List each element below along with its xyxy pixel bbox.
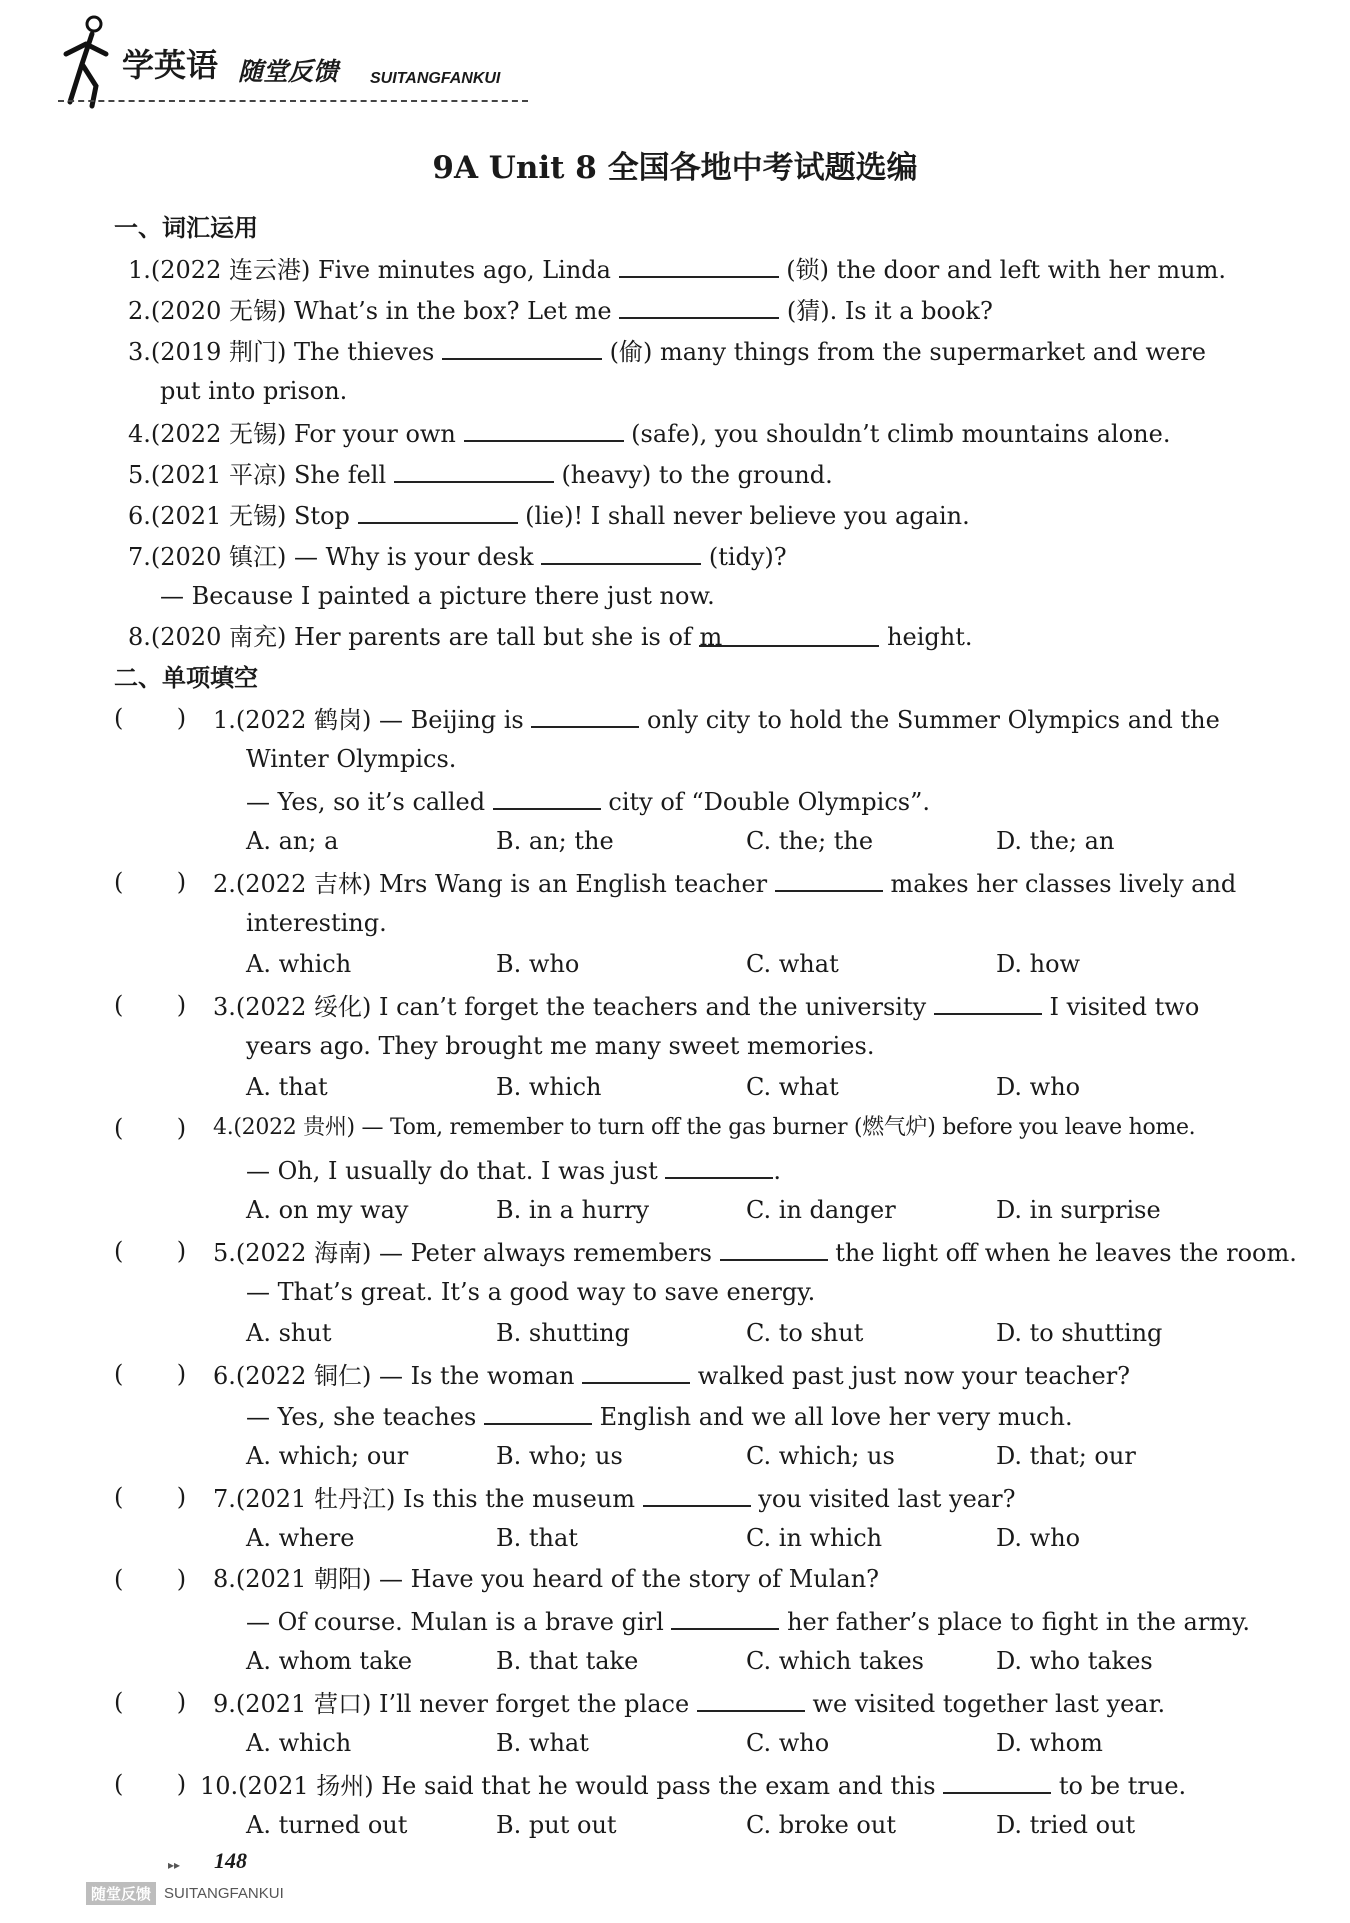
mc-question: 1.(2022 鹤岗) — Beijing is only city to hold the Summer Olympics and the: [213, 698, 1220, 740]
answer-blank: [665, 1149, 773, 1179]
answer-blank[interactable]: [442, 330, 602, 360]
option-d[interactable]: D. who: [996, 1073, 1081, 1101]
option-c[interactable]: C. what: [746, 1073, 839, 1101]
dialogue-line: — Yes, so it’s called city of “Double Olympics”.: [246, 780, 930, 822]
answer-blank: [671, 1600, 779, 1630]
option-d[interactable]: D. tried out: [996, 1811, 1136, 1839]
dialogue-line: — Oh, I usually do that. I was just .: [246, 1149, 781, 1191]
question-continuation: years ago. They brought me many sweet memories.: [246, 1032, 875, 1060]
option-a[interactable]: A. where: [246, 1524, 355, 1552]
vocab-item: 6.(2021 无锡) Stop (lie)! I shall never believe you again.: [128, 494, 970, 536]
option-b[interactable]: B. shutting: [496, 1319, 630, 1347]
answer-blank[interactable]: [464, 412, 624, 442]
vocab-item: 5.(2021 平凉) She fell (heavy) to the ground.: [128, 453, 833, 495]
answer-paren[interactable]: ( ): [114, 991, 187, 1019]
header-brand: 学英语: [122, 46, 219, 84]
option-c[interactable]: C. in which: [746, 1524, 883, 1552]
answer-paren[interactable]: ( ): [114, 1565, 187, 1593]
option-d[interactable]: D. to shutting: [996, 1319, 1163, 1347]
answer-blank: [484, 1395, 592, 1425]
option-b[interactable]: B. what: [496, 1729, 589, 1757]
footer-latin: SUITANGFANKUI: [164, 1885, 284, 1902]
option-a[interactable]: A. turned out: [246, 1811, 408, 1839]
answer-blank: [720, 1231, 828, 1261]
answer-blank: [934, 985, 1042, 1015]
answer-blank: [493, 780, 601, 810]
answer-blank[interactable]: [619, 289, 779, 319]
header-sub: 随堂反馈: [238, 57, 339, 86]
dialogue-line: — Yes, she teaches English and we all love her very much.: [246, 1395, 1073, 1437]
option-b[interactable]: B. who; us: [496, 1442, 623, 1470]
answer-blank: [943, 1764, 1051, 1794]
option-a[interactable]: A. on my way: [246, 1196, 409, 1224]
option-b[interactable]: B. in a hurry: [496, 1196, 650, 1224]
vocab-item: 7.(2020 镇江) — Why is your desk (tidy)?: [128, 535, 787, 577]
mc-question: 6.(2022 铜仁) — Is the woman walked past just now your teacher?: [213, 1354, 1130, 1396]
header-divider: [58, 100, 528, 102]
option-d[interactable]: D. that; our: [996, 1442, 1136, 1470]
answer-paren[interactable]: ( ): [114, 1360, 187, 1388]
mc-question: 9.(2021 营口) I’ll never forget the place we visited together last year.: [213, 1682, 1165, 1724]
answer-blank[interactable]: [541, 535, 701, 565]
option-d[interactable]: D. who: [996, 1524, 1081, 1552]
answer-paren[interactable]: ( ): [114, 1483, 187, 1511]
answer-paren[interactable]: ( ): [114, 1114, 187, 1142]
option-b[interactable]: B. which: [496, 1073, 602, 1101]
section-1-title: 一、词汇运用: [114, 214, 258, 242]
option-c[interactable]: C. who: [746, 1729, 830, 1757]
answer-blank: [582, 1354, 690, 1384]
page-title: 9A Unit 8 全国各地中考试题选编: [432, 150, 918, 186]
mc-question: 2.(2022 吉林) Mrs Wang is an English teacher makes her classes lively and: [213, 862, 1236, 904]
option-a[interactable]: A. which: [246, 950, 352, 978]
mc-question: 10.(2021 扬州) He said that he would pass the exam and this to be true.: [200, 1764, 1186, 1806]
vocab-item-continuation: — Because I painted a picture there just now.: [160, 582, 715, 610]
option-a[interactable]: A. which; our: [246, 1442, 409, 1470]
answer-paren[interactable]: ( ): [114, 1770, 187, 1798]
answer-blank: [697, 1682, 805, 1712]
footer-badge: 随堂反馈: [86, 1882, 156, 1905]
option-a[interactable]: A. which: [246, 1729, 352, 1757]
option-b[interactable]: B. that: [496, 1524, 578, 1552]
runner-logo-icon: [52, 14, 122, 109]
option-c[interactable]: C. in danger: [746, 1196, 896, 1224]
mc-question: 8.(2021 朝阳) — Have you heard of the story of Mulan?: [213, 1565, 880, 1593]
answer-blank[interactable]: m: [699, 617, 879, 647]
answer-blank[interactable]: [394, 453, 554, 483]
vocab-item: 4.(2022 无锡) For your own (safe), you shouldn’t climb mountains alone.: [128, 412, 1170, 454]
question-continuation: Winter Olympics.: [246, 745, 457, 773]
page-number: 148: [214, 1848, 247, 1873]
option-b[interactable]: B. that take: [496, 1647, 639, 1675]
header-latin: SUITANGFANKUI: [370, 70, 501, 87]
answer-paren[interactable]: ( ): [114, 868, 187, 896]
option-c[interactable]: C. the; the: [746, 827, 874, 855]
answer-blank: [775, 862, 883, 892]
option-b[interactable]: B. an; the: [496, 827, 614, 855]
answer-blank[interactable]: [619, 248, 779, 278]
vocab-item-continuation: put into prison.: [160, 377, 348, 405]
option-b[interactable]: B. who: [496, 950, 580, 978]
mc-question: 5.(2022 海南) — Peter always remembers the light off when he leaves the room.: [213, 1231, 1297, 1273]
option-d[interactable]: D. who takes: [996, 1647, 1153, 1675]
dialogue-line: — That’s great. It’s a good way to save energy.: [246, 1278, 816, 1306]
answer-paren[interactable]: ( ): [114, 704, 187, 732]
double-arrow-icon: ▸▸: [168, 1858, 181, 1872]
option-c[interactable]: C. to shut: [746, 1319, 864, 1347]
option-c[interactable]: C. which; us: [746, 1442, 895, 1470]
option-a[interactable]: A. shut: [246, 1319, 332, 1347]
option-d[interactable]: D. how: [996, 950, 1081, 978]
vocab-item: 8.(2020 南充) Her parents are tall but she is of m height.: [128, 617, 973, 657]
option-c[interactable]: C. broke out: [746, 1811, 896, 1839]
vocab-item: 2.(2020 无锡) What’s in the box? Let me (猜). Is it a book?: [128, 289, 993, 331]
option-c[interactable]: C. which takes: [746, 1647, 924, 1675]
option-b[interactable]: B. put out: [496, 1811, 617, 1839]
mc-question: 3.(2022 绥化) I can’t forget the teachers and the university I visited two: [213, 985, 1199, 1027]
option-a[interactable]: A. that: [246, 1073, 328, 1101]
question-continuation: interesting.: [246, 909, 387, 937]
option-d[interactable]: D. whom: [996, 1729, 1103, 1757]
option-a[interactable]: A. an; a: [246, 827, 339, 855]
answer-blank[interactable]: [358, 494, 518, 524]
option-d[interactable]: D. in surprise: [996, 1196, 1161, 1224]
mc-question: 4.(2022 贵州) — Tom, remember to turn off the gas burner (燃气炉) before you leave home.: [213, 1115, 1196, 1140]
option-c[interactable]: C. what: [746, 950, 839, 978]
mc-question: 7.(2021 牡丹江) Is this the museum you visited last year?: [213, 1477, 1015, 1519]
option-a[interactable]: A. whom take: [246, 1647, 413, 1675]
vocab-item: 1.(2022 连云港) Five minutes ago, Linda (锁) the door and left with her mum.: [128, 248, 1226, 290]
section-2-title: 二、单项填空: [114, 664, 258, 692]
answer-blank: [531, 698, 639, 728]
option-d[interactable]: D. the; an: [996, 827, 1115, 855]
answer-blank: [643, 1477, 751, 1507]
vocab-item: 3.(2019 荆门) The thieves (偷) many things from the supermarket and were: [128, 330, 1206, 372]
answer-paren[interactable]: ( ): [114, 1688, 187, 1716]
dialogue-line: — Of course. Mulan is a brave girl her father’s place to fight in the army.: [246, 1600, 1250, 1642]
answer-paren[interactable]: ( ): [114, 1237, 187, 1265]
